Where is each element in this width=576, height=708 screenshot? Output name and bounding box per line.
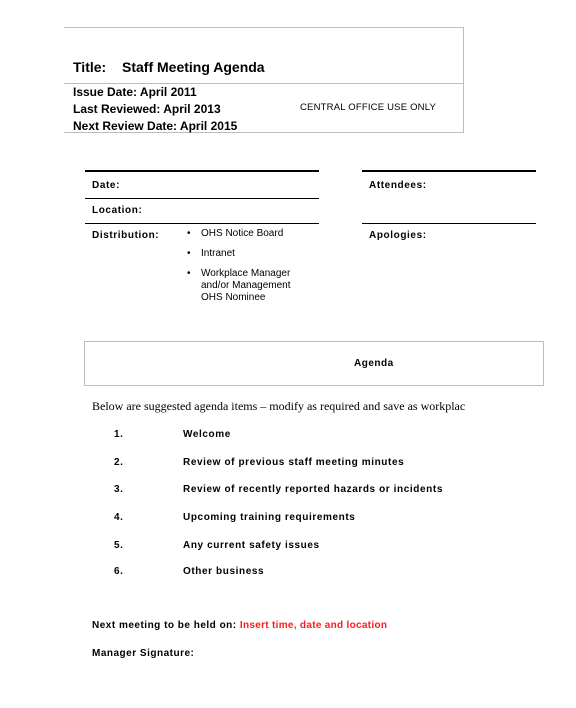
distribution-item: • OHS Notice Board (187, 228, 313, 240)
agenda-item-number: 5. (114, 540, 124, 551)
form-rule-right (362, 223, 536, 224)
header-divider (64, 83, 464, 84)
form-top-rule-right (362, 170, 536, 172)
agenda-item: Any current safety issues (183, 540, 320, 551)
document-title: Staff Meeting Agenda (122, 59, 265, 75)
agenda-intro: Below are suggested agenda items – modify as required and save as workplac (92, 399, 466, 413)
agenda-item-number: 2. (114, 457, 124, 468)
form-rule (85, 223, 319, 224)
agenda-header-box (84, 341, 544, 386)
date-label: Date: (92, 180, 121, 191)
agenda-item-number: 3. (114, 484, 124, 495)
next-meeting-line (92, 620, 387, 631)
agenda-item: Welcome (183, 429, 231, 440)
apologies-label: Apologies: (369, 230, 427, 241)
next-meeting-placeholder: Insert time, date and location (239, 620, 388, 631)
next-meeting-label: Next meeting to be held on: (92, 620, 237, 631)
agenda-item-number: 1. (114, 429, 124, 440)
distribution-item: • Intranet (187, 248, 313, 260)
distribution-item: • Workplace Manager and/or Management OHS Nominee (187, 268, 313, 304)
agenda-item: Review of recently reported hazards or incidents (183, 484, 443, 495)
title-label: Title: (73, 59, 107, 75)
agenda-item-number: 6. (114, 566, 124, 577)
agenda-item: Other business (183, 566, 265, 577)
form-rule (85, 198, 319, 199)
attendees-label: Attendees: (369, 180, 427, 191)
agenda-item-number: 4. (114, 512, 124, 523)
issue-date: Issue Date: April 2011 (73, 85, 197, 99)
form-top-rule (85, 170, 319, 172)
agenda-item: Upcoming training requirements (183, 512, 356, 523)
agenda-item: Review of previous staff meeting minutes (183, 457, 405, 468)
agenda-title: Agenda (354, 358, 394, 369)
office-use-note: CENTRAL OFFICE USE ONLY (300, 102, 437, 113)
distribution-label: Distribution: (92, 230, 160, 241)
distribution-list (187, 228, 313, 312)
last-reviewed: Last Reviewed: April 2013 (73, 102, 221, 116)
manager-signature-label: Manager Signature: (92, 648, 195, 659)
location-label: Location: (92, 205, 143, 216)
header-box (64, 27, 464, 133)
next-review-date: Next Review Date: April 2015 (73, 119, 238, 133)
